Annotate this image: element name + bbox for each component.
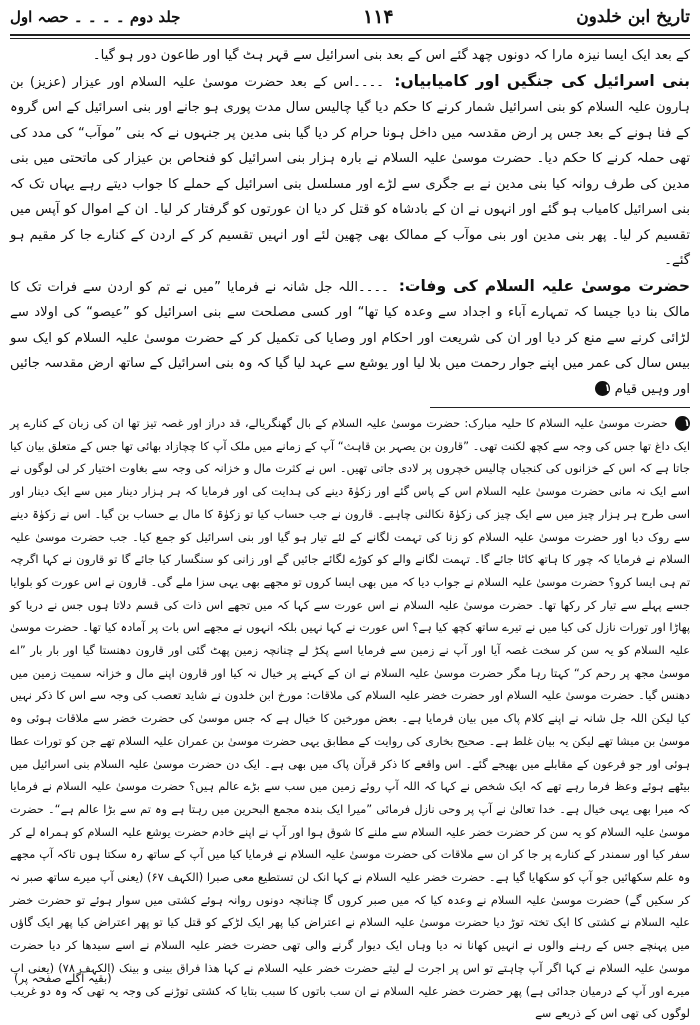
footnote-divider	[430, 407, 690, 408]
footnote-number: ۱	[675, 416, 690, 431]
section-heading-battles: بنی اسرائیل کی جنگیں اور کامیابیاں:	[394, 71, 690, 90]
section-text-death: ۔۔۔۔اللہ جل شانہ نے فرمایا ”میں نے تم کو اردن سے فرات تک کا مالک بنا دیا جیسا کہ تمہارے آباء و اجداد سے وعدہ کیا تھا“ اور کسی مصلحت سے بنی اسرائیل کو ”عیصو“ کی اولاد سے لڑائی کرنے سے منع کر دیا اور ان کی شریعت اور احکام اور وصایا کی تکمیل کر کے حضرت موسیٰ علیہ السلام کو ایک سو بیس سال کی عمر میں اپنے جوار رحمت میں بلا لیا اور یوشع سے عہد لیا گیا کہ وہ بنی اسرائیل کے ساتھ ارض مقدسہ جائیں اور وہیں قیام	[10, 279, 690, 397]
section-battles	[10, 69, 690, 274]
main-text	[10, 43, 690, 402]
footnote-text: حضرت موسیٰ علیہ السلام کا حلیہ مبارک: حضرت موسیٰ علیہ السلام کے بال گھنگریالے، قد دراز اور غصہ تیز تھا ان کی زبان کے کنارے پر ایک داغ تھا جس کی وجہ سے کچھ لکنت تھی۔ ”قارون بن یصہر بن قاہث“ آپ کے زمانے میں ملک آپ کا چچازاد بھائی تھا جس کے متعلق بیان کیا جاتا ہے کہ اس کے خزانوں کی کنجیاں چالیس خچروں پر لادی جاتی تھیں۔ اس نے کثرت مال و خزانہ کی وجہ سے بغاوت اختیار کر لی لوگوں نے اسے ایک نہ مانی حضرت موسیٰ علیہ السلام اس کے پاس گئے اور زکوٰۃ دینے کی ہدایت کی اور فرمایا کہ ہر ہزار دینار میں سے ایک دینار اور اسی طرح ہر ہزار چیز میں سے ایک چیز کی زکوٰۃ نکالنی چاہیے۔ قارون نے جب حساب کیا تو زکوٰۃ کا مال بے حساب بن گیا۔ اس نے زکوٰۃ دینے سے روک دیا اور حضرت موسیٰ علیہ السلام کو زنا کی تہمت لگانے کے لئے تیار ہو گیا اور بنی اسرائیل کو جمع کیا۔ جب حضرت موسیٰ علیہ السلام نے فرمایا کہ چور کا ہاتھ کاٹا جائے گا۔ تہمت لگانے والے کو کوڑے لگائے جائیں گے اور زانی کو سنگسار کیا جائے گا تو قارون نے کہا اگرچہ تم ہی ایسا کرو؟ حضرت موسیٰ علیہ السلام نے جواب دیا کہ میں بھی ایسا کروں تو مجھے بھی یہی سزا ملے گی۔ قارون نے اس عورت کو بلوایا جسے پہلے سے تیار کر رکھا تھا۔ حضرت موسیٰ علیہ السلام نے اس عورت سے کہا کہ میں تجھے اس ذات کی قسم دلاتا ہوں جس نے دریا کو پھاڑا اور تورات نازل کی کیا میں نے تیرے ساتھ کچھ کیا ہے؟ اس عورت نے کہا نہیں بلکہ انہوں نے مجھے اس بات پر آمادہ کیا تھا۔ حضرت موسیٰ علیہ السلام کو یہ سن کر سخت غصہ آیا اور آپ نے زمین سے فرمایا اسے پکڑ لے چنانچہ زمین پھٹ گئی اور قارون دھنستا گیا اور بار بار ”اے موسیٰ مجھ پر رحم کر“ کہتا رہا مگر حضرت موسیٰ علیہ السلام نے ان کے کہنے پر خیال نہ کیا اور قارون اپنے مال و خزانہ سمیت زمین میں دھنس گیا۔ حضرت موسیٰ علیہ السلام اور حضرت خضر علیہ السلام کی ملاقات: مورخ ابن خلدون نے شاید تعصب کی وجہ سے اس کا ذکر نہیں کیا لیکن اللہ جل شانہ نے اپنے کلام پاک میں بیان فرمایا ہے۔ بعض مورخین کا خیال ہے کہ جس موسیٰ کی حضرت خضر سے ملاقات ہوئی وہ موسیٰ بن میشا تھے لیکن یہ بیان غلط ہے۔ صحیح بخاری کی روایت کے مطابق یہی حضرت موسیٰ بن عمران علیہ السلام تھے جن کو تورات عطا ہوئی اور جو فرعون کے مقابلے میں بھیجے گئے۔ اس واقعے کا ذکر قرآن پاک میں بھی ہے۔ ایک دن حضرت موسیٰ علیہ السلام بنی اسرائیل میں بیٹھے ہوئے وعظ فرما رہے تھے کہ ایک شخص نے کہا کہ اللہ آپ روئے زمین میں سب سے بڑے عالم ہیں؟ حضرت موسیٰ علیہ السلام نے فرمایا کہ میرا بھی یہی خیال ہے۔ خدا تعالیٰ نے آپ پر وحی نازل فرمائی ”میرا ایک بندہ مجمع البحرین میں رہتا ہے وہ تم سے بڑا عالم ہے“۔ حضرت موسیٰ علیہ السلام کو یہ سن کر حضرت خضر علیہ السلام سے ملنے کا شوق ہوا اور آپ نے اپنے خادم حضرت یوشع علیہ السلام کو ہمراہ لے کر سفر کیا اور سمندر کے کنارے پر جا کر ان سے ملاقات کی حضرت موسیٰ علیہ السلام نے فرمایا کیا میں آپ کے ساتھ رہ سکتا ہوں تاکہ آپ مجھے وہ علم سکھائیں جو آپ کو سکھایا گیا ہے۔ حضرت خضر علیہ السلام نے کہا انک لن تستطیع معی صبرا (الکہف ۶۷) (یعنی آپ میرے ساتھ صبر نہ کر سکیں گے) حضرت موسیٰ علیہ السلام نے وعدہ کیا کہ میں صبر کروں گا چنانچہ دونوں روانہ ہوئے کشتی میں سوار ہوئے تو حضرت خضر علیہ السلام نے کشتی کا ایک تختہ توڑ دیا حضرت موسیٰ علیہ السلام نے اعتراض کیا پھر ایک لڑکے کو قتل کیا تو پھر اعتراض کیا پھر ایک گاؤں میں پہنچے جس کے رہنے والوں نے انہیں کھانا نہ دیا وہاں ایک دیوار گرنے والی تھی حضرت خضر علیہ السلام نے اسے سیدھا کر دیا حضرت موسیٰ علیہ السلام نے کہا اگر آپ چاہتے تو اس پر اجرت لے لیتے حضرت خضر علیہ السلام نے کہا ھذا فراق بینی و بینک (الکہف ۷۸) (یعنی اب میرے اور آپ کے درمیان جدائی ہے) پھر حضرت خضر علیہ السلام نے ان سب باتوں کا سبب بتایا کہ کشتی توڑنے کی وجہ یہ تھی کہ وہ دو غریب لوگوں کی تھی اس کے ذریعے سے	[10, 416, 691, 1021]
section-heading-death: حضرت موسیٰ علیہ السلام کی وفات:	[398, 276, 690, 295]
footnote	[10, 412, 690, 1025]
footnote-reference[interactable]: ۱	[595, 381, 610, 396]
page-header	[10, 0, 690, 34]
book-title: تاریخ ابن خلدون	[576, 7, 690, 27]
header-rule	[10, 34, 690, 39]
continued-label: (بقیہ اگلے صفحہ پر)	[14, 971, 112, 985]
intro-paragraph: کے بعد ایک ایسا نیزہ مارا کہ دونوں چھد گئے اس کے بعد بنی اسرائیل سے قہر ہٹ گیا اور طاعون دور ہو گیا۔	[92, 48, 690, 63]
footnote-paragraph	[10, 412, 690, 1025]
page-number: ۱۱۴	[363, 6, 394, 28]
section-death	[10, 274, 690, 403]
volume-label: جلد دوم ۔ ۔ ۔ ۔ حصہ اول	[10, 8, 181, 26]
section-text-battles: ۔۔۔۔اس کے بعد حضرت موسیٰ علیہ السلام اور عیزار (عزیز) بن ہارون علیہ السلام کو بنی اسرائیل شمار کرنے کا حکم دیا گیا چالیس سال مدت پوری ہو جانے اور بنی اسرائیل کے اس گروہ کے فنا ہونے کے بعد جس پر ارض مقدسہ میں داخل ہونا حرام کر دیا گیا بنی مدین پر جنہوں نے کہ بنی ”موآب“ کی مدد کی تھی حملہ کرنے کا حکم دیا۔ حضرت موسیٰ علیہ السلام نے بارہ ہزار بنی اسرائیل کو فنحاص بن عیزار کی ماتحتی میں بنی مدین کی طرف روانہ کیا بنی مدین نے بے جگری سے لڑے اور مسلسل بنی اسرائیل کے حملے کا جواب دیتے رہے یہاں تک کہ بنی اسرائیل کامیاب ہو گئے اور انہوں نے ان کے بادشاہ کو قتل کر دیا ان عورتوں کو گرفتار کر لیا۔ ان کے اموال کو آپس میں تقسیم کر لیا۔ پھر بنی مدین اور بنی موآب کے ممالک بھی چھین لئے اور انہیں تقسیم کر کے اردن کے کنارے جا کر مقیم ہو گئے۔	[10, 74, 690, 268]
